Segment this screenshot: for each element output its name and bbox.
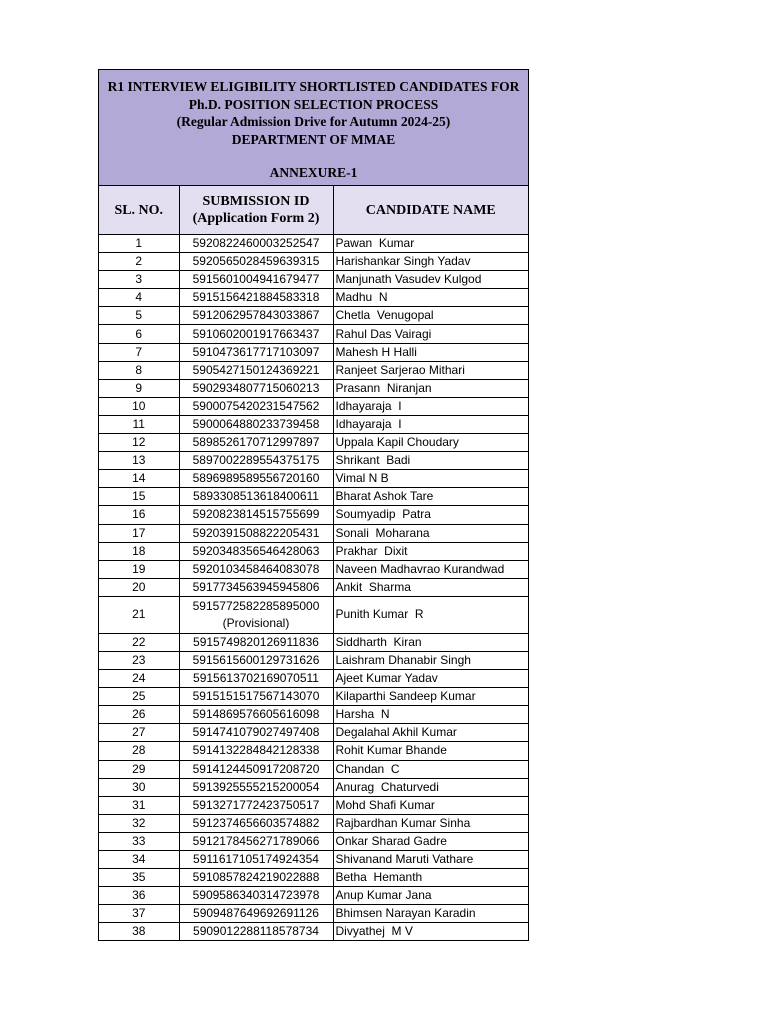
submission-id-cell: 5914741079027497408	[179, 724, 333, 742]
submission-id-cell: 5920822460003252547	[179, 235, 333, 253]
submission-id-cell: 5915156421884583318	[179, 289, 333, 307]
candidate-name-cell: Rohit Kumar Bhande	[333, 742, 528, 760]
table-row	[99, 253, 528, 271]
table-row	[99, 923, 528, 941]
candidate-name-cell: Harsha N	[333, 706, 528, 724]
candidate-name-cell: Rajbardhan Kumar Sinha	[333, 814, 528, 832]
submission-id-cell: 5914869576605616098	[179, 706, 333, 724]
candidate-name-cell: Soumyadip Patra	[333, 506, 528, 524]
submission-id-cell	[179, 596, 333, 633]
submission-id-cell: 5897002289554375175	[179, 452, 333, 470]
title-spacer	[99, 148, 528, 164]
candidate-name-cell: Sonali Moharana	[333, 524, 528, 542]
candidate-name-cell: Chetla Venugopal	[333, 307, 528, 325]
sl-no-cell: 1	[99, 235, 179, 253]
candidate-name-cell: Ankit Sharma	[333, 578, 528, 596]
candidate-name-cell: Uppala Kapil Choudary	[333, 434, 528, 452]
sl-no-cell: 28	[99, 742, 179, 760]
submission-id-cell: 5917734563945945806	[179, 578, 333, 596]
table-row	[99, 560, 528, 578]
candidate-name-cell: Prakhar Dixit	[333, 542, 528, 560]
submission-id-cell: 5915601004941679477	[179, 271, 333, 289]
submission-id-cell: 5909586340314723978	[179, 887, 333, 905]
submission-id-cell: 5915151517567143070	[179, 688, 333, 706]
submission-id-cell: 5912374656603574882	[179, 814, 333, 832]
submission-id-cell: 5920103458464083078	[179, 560, 333, 578]
candidate-name-cell: Laishram Dhanabir Singh	[333, 651, 528, 669]
submission-id-cell: 5910857824219022888	[179, 869, 333, 887]
submission-id-cell: 5898526170712997897	[179, 434, 333, 452]
table-row	[99, 542, 528, 560]
submission-id-cell: 5896989589556720160	[179, 470, 333, 488]
candidate-name-cell: Pawan Kumar	[333, 235, 528, 253]
submission-id-cell: 5905427150124369221	[179, 361, 333, 379]
candidate-name-cell: Degalahal Akhil Kumar	[333, 724, 528, 742]
candidate-name-cell: Kilaparthi Sandeep Kumar	[333, 688, 528, 706]
annexure-label: ANNEXURE-1	[269, 165, 358, 181]
candidates-table	[99, 186, 528, 940]
department-title: DEPARTMENT OF MMAE	[231, 131, 396, 147]
sl-no-cell: 13	[99, 452, 179, 470]
candidate-name-cell: Anurag Chaturvedi	[333, 778, 528, 796]
sl-no-cell: 37	[99, 905, 179, 923]
submission-id-cell: 5900064880233739458	[179, 415, 333, 433]
sl-no-cell: 11	[99, 415, 179, 433]
candidate-name-cell: Manjunath Vasudev Kulgod	[333, 271, 528, 289]
candidate-name-cell: Prasann Niranjan	[333, 379, 528, 397]
candidate-name-cell: Bharat Ashok Tare	[333, 488, 528, 506]
table-row	[99, 688, 528, 706]
sl-no-cell: 5	[99, 307, 179, 325]
table-row	[99, 832, 528, 850]
candidate-name-cell: Anup Kumar Jana	[333, 887, 528, 905]
table-row	[99, 343, 528, 361]
table-row	[99, 760, 528, 778]
submission-id-cell: 5920391508822205431	[179, 524, 333, 542]
sl-no-cell: 35	[99, 869, 179, 887]
candidate-name-cell: Shrikant Badi	[333, 452, 528, 470]
sl-no-cell: 8	[99, 361, 179, 379]
table-row	[99, 869, 528, 887]
candidate-name-cell: Ajeet Kumar Yadav	[333, 670, 528, 688]
table-row	[99, 670, 528, 688]
sl-no-cell: 38	[99, 923, 179, 941]
candidate-name-cell: Naveen Madhavrao Kurandwad	[333, 560, 528, 578]
table-row	[99, 814, 528, 832]
table-row	[99, 578, 528, 596]
shortlist-sheet	[98, 69, 529, 941]
table-row	[99, 506, 528, 524]
table-row	[99, 724, 528, 742]
sl-no-cell: 29	[99, 760, 179, 778]
sl-no-cell: 20	[99, 578, 179, 596]
candidate-name-header: CANDIDATE NAME	[333, 186, 528, 235]
table-row	[99, 379, 528, 397]
submission-id-cell: 5913925555215200054	[179, 778, 333, 796]
sl-no-cell: 36	[99, 887, 179, 905]
sl-no-cell: 32	[99, 814, 179, 832]
candidate-name-cell: Madhu N	[333, 289, 528, 307]
sl-no-cell: 26	[99, 706, 179, 724]
provisional-note: (Provisional)	[222, 615, 290, 630]
sl-no-cell: 22	[99, 633, 179, 651]
sl-no-cell: 14	[99, 470, 179, 488]
sl-no-cell: 2	[99, 253, 179, 271]
candidate-name-cell: Idhayaraja I	[333, 397, 528, 415]
candidate-name-cell: Mahesh H Halli	[333, 343, 528, 361]
table-row	[99, 470, 528, 488]
table-header-row	[99, 186, 528, 235]
table-row	[99, 271, 528, 289]
table-row	[99, 742, 528, 760]
candidate-name-cell: Idhayaraja I	[333, 415, 528, 433]
submission-id-cell: 5915749820126911836	[179, 633, 333, 651]
table-row	[99, 325, 528, 343]
candidate-name-cell: Chandan C	[333, 760, 528, 778]
sl-no-cell: 25	[99, 688, 179, 706]
sl-no-cell: 17	[99, 524, 179, 542]
table-row	[99, 651, 528, 669]
sl-no-cell: 27	[99, 724, 179, 742]
title-block	[99, 70, 528, 186]
submission-id-value: 5915772582285895000	[192, 598, 320, 613]
submission-id-cell: 5912062957843033867	[179, 307, 333, 325]
sl-no-cell: 10	[99, 397, 179, 415]
candidate-name-cell: Siddharth Kiran	[333, 633, 528, 651]
sl-no-cell: 21	[99, 596, 179, 633]
title-line-1: R1 INTERVIEW ELIGIBILITY SHORTLISTED CANDIDATES FOR	[107, 79, 520, 94]
sl-no-cell: 16	[99, 506, 179, 524]
sl-no-cell: 18	[99, 542, 179, 560]
candidate-name-cell: Mohd Shafi Kumar	[333, 796, 528, 814]
candidate-name-cell: Punith Kumar R	[333, 596, 528, 633]
table-row	[99, 415, 528, 433]
submission-id-cell: 5920823814515755699	[179, 506, 333, 524]
submission-id-cell: 5915613702169070511	[179, 670, 333, 688]
sl-no-cell: 34	[99, 851, 179, 869]
sl-no-cell: 33	[99, 832, 179, 850]
submission-id-header-line1: SUBMISSION ID	[202, 194, 310, 209]
sl-no-header: SL. NO.	[99, 186, 179, 235]
table-row	[99, 706, 528, 724]
table-row	[99, 307, 528, 325]
sl-no-cell: 12	[99, 434, 179, 452]
submission-id-cell: 5912178456271789066	[179, 832, 333, 850]
submission-id-cell: 5902934807715060213	[179, 379, 333, 397]
table-row	[99, 289, 528, 307]
submission-id-cell: 5900075420231547562	[179, 397, 333, 415]
candidate-name-cell: Betha Hemanth	[333, 869, 528, 887]
title-line-2: Ph.D. POSITION SELECTION PROCESS	[188, 96, 439, 112]
table-row	[99, 235, 528, 253]
sl-no-cell: 7	[99, 343, 179, 361]
candidate-name-cell: Harishankar Singh Yadav	[333, 253, 528, 271]
candidate-name-cell: Ranjeet Sarjerao Mithari	[333, 361, 528, 379]
candidate-name-cell: Vimal N B	[333, 470, 528, 488]
table-row	[99, 361, 528, 379]
submission-id-cell: 5909012288118578734	[179, 923, 333, 941]
sl-no-cell: 31	[99, 796, 179, 814]
submission-id-header-line2: (Application Form 2)	[192, 211, 320, 226]
sl-no-cell: 24	[99, 670, 179, 688]
sl-no-cell: 23	[99, 651, 179, 669]
table-row	[99, 778, 528, 796]
sl-no-cell: 30	[99, 778, 179, 796]
table-row	[99, 796, 528, 814]
sl-no-cell: 19	[99, 560, 179, 578]
candidate-name-cell: Bhimsen Narayan Karadin	[333, 905, 528, 923]
candidate-name-cell: Shivanand Maruti Vathare	[333, 851, 528, 869]
submission-id-cell: 5893308513618400611	[179, 488, 333, 506]
submission-id-cell: 5915615600129731626	[179, 651, 333, 669]
table-row	[99, 887, 528, 905]
submission-id-cell: 5910602001917663437	[179, 325, 333, 343]
table-row	[99, 434, 528, 452]
submission-id-cell: 5914132284842128338	[179, 742, 333, 760]
sl-no-cell: 9	[99, 379, 179, 397]
table-row	[99, 851, 528, 869]
submission-id-header	[179, 186, 333, 235]
submission-id-cell: 5909487649692691126	[179, 905, 333, 923]
sl-no-cell: 6	[99, 325, 179, 343]
sl-no-cell: 15	[99, 488, 179, 506]
sl-no-cell: 3	[99, 271, 179, 289]
candidate-name-cell: Onkar Sharad Gadre	[333, 832, 528, 850]
submission-id-cell: 5920348356546428063	[179, 542, 333, 560]
table-row	[99, 905, 528, 923]
table-row	[99, 596, 528, 633]
submission-id-cell: 5911617105174924354	[179, 851, 333, 869]
submission-id-cell: 5910473617717103097	[179, 343, 333, 361]
title-line-3: (Regular Admission Drive for Autumn 2024-25)	[176, 114, 451, 130]
table-row	[99, 633, 528, 651]
table-row	[99, 488, 528, 506]
submission-id-cell: 5913271772423750517	[179, 796, 333, 814]
table-row	[99, 397, 528, 415]
table-row	[99, 452, 528, 470]
table-row	[99, 524, 528, 542]
candidate-name-cell: Divyathej M V	[335, 924, 413, 939]
candidate-name-cell: Rahul Das Vairagi	[333, 325, 528, 343]
submission-id-cell: 5920565028459639315	[179, 253, 333, 271]
sl-no-cell: 4	[99, 289, 179, 307]
submission-id-cell: 5914124450917208720	[179, 760, 333, 778]
